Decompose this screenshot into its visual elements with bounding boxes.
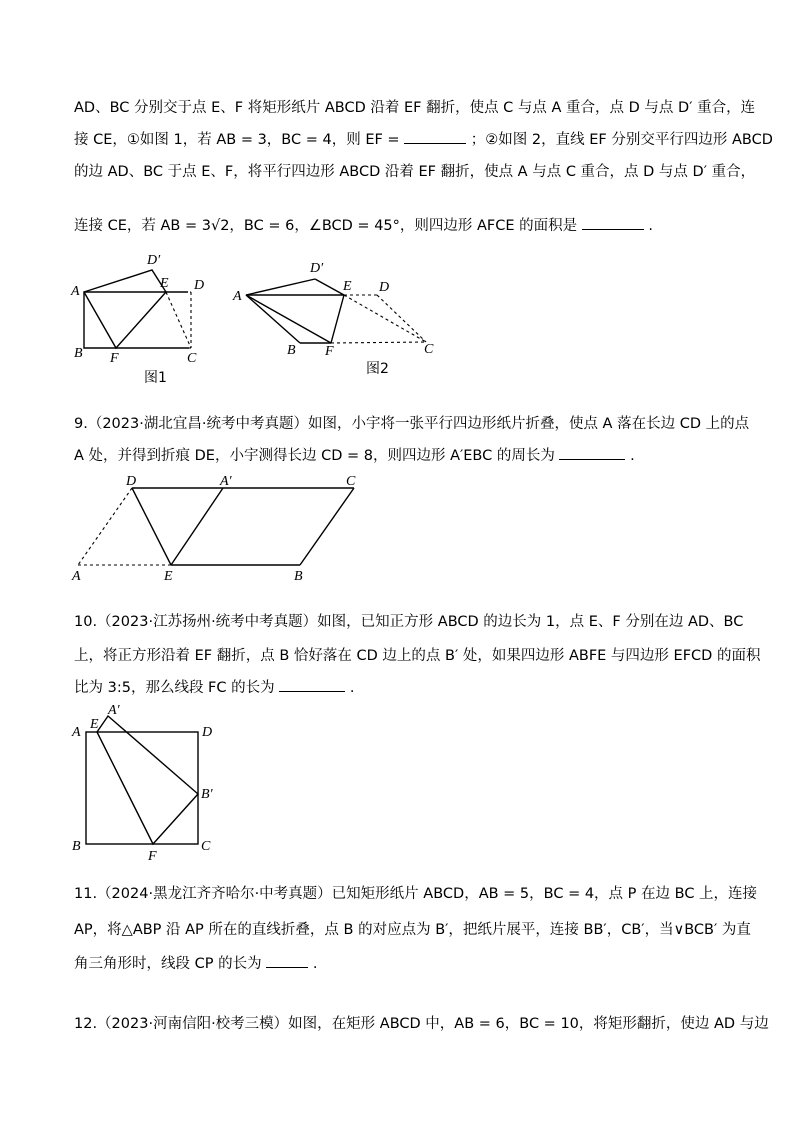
label-E: E	[160, 276, 169, 291]
label-F: F	[148, 849, 157, 864]
folded-quad	[84, 270, 166, 348]
label-E: E	[164, 569, 173, 584]
answer-blank	[266, 955, 308, 968]
folded-quad	[97, 716, 198, 844]
answer-blank	[404, 131, 466, 144]
figure-1	[60, 245, 230, 390]
edge	[246, 295, 331, 343]
dashed-line	[344, 295, 426, 342]
q10-line-2: 上，将正方形沿着 EF 翻折，点 B 恰好落在 CD 边上的点 B′ 处，如果四边形 ABFE 与四边形 EFCD 的面积	[74, 648, 761, 664]
q8-line-2-part-b: ；②如图 2，直线 EF 分别交平行四边形 ABCD	[470, 132, 773, 148]
figure-4	[68, 702, 238, 864]
edge	[246, 295, 300, 343]
dashed-line	[331, 342, 426, 343]
label-D: D	[126, 474, 137, 489]
answer-blank	[582, 217, 644, 230]
edge	[315, 279, 344, 295]
figure-2-caption: 图2	[366, 361, 389, 377]
label-Ap: A′	[220, 474, 232, 489]
q8-line-2-part-a: 接 CE，①如图 1，若 AB = 3，BC = 4，则 EF =	[74, 132, 400, 148]
edge	[132, 488, 171, 565]
label-Dp: D′	[147, 253, 161, 268]
label-E: E	[343, 279, 352, 294]
q10-line-1: 10.（2023·江苏扬州·统考中考真题）如图，已知正方形 ABCD 的边长为 1，点 E、F 分别在边 AD、BC	[74, 614, 744, 630]
q9-line-1: 9.（2023·湖北宜昌·统考中考真题）如图，小宇将一张平行四边形纸片折叠，使点 A 落在长边 CD 上的点	[74, 416, 750, 432]
label-C: C	[201, 839, 211, 854]
dashed-line	[377, 295, 426, 342]
q11-line-3	[74, 954, 724, 974]
figure-1-caption: 图1	[144, 370, 167, 386]
label-C: C	[187, 351, 197, 366]
label-F: F	[325, 344, 334, 359]
label-B: B	[294, 569, 303, 584]
label-F: F	[110, 351, 119, 366]
q10-line-3	[74, 678, 724, 698]
q8-line-4	[74, 216, 724, 236]
label-Dp: D′	[310, 261, 324, 276]
edge	[300, 488, 354, 565]
label-Bp: B′	[201, 787, 213, 802]
label-A: A	[72, 569, 81, 584]
answer-blank	[279, 679, 345, 692]
q11-line-3-part-b: .	[312, 956, 318, 972]
label-B: B	[72, 839, 81, 854]
dashed-line	[166, 292, 191, 348]
q8-line-3: 的边 AD、BC 于点 E、F，将平行四边形 ABCD 沿着 EF 翻折，使点 A 与点 C 重合，点 D 与点 D′ 重合，	[74, 164, 756, 180]
q11-line-1: 11.（2024·黑龙江齐齐哈尔·中考真题）已知矩形纸片 ABCD，AB = 5，BC = 4，点 P 在边 BC 上，连接	[74, 886, 758, 902]
figure-3	[68, 470, 368, 590]
label-D: D	[194, 278, 205, 293]
label-A: A	[71, 284, 80, 299]
q10-line-3-part-b: .	[349, 680, 355, 696]
q9-line-2	[74, 446, 724, 466]
label-D: D	[379, 280, 390, 295]
q12-line-1: 12.（2023·河南信阳·校考三模）如图，在矩形 ABCD 中，AB = 6，BC = 10，将矩形翻折，使边 AD 与边	[74, 1016, 769, 1032]
q9-line-2-part-a: A 处，并得到折痕 DE，小宇测得长边 CD = 8，则四边形 A′EBC 的周长为	[74, 448, 555, 464]
answer-blank	[559, 447, 625, 460]
figure-2	[230, 255, 440, 380]
label-Ap: A′	[108, 703, 120, 718]
label-B: B	[74, 346, 83, 361]
q8-line-1: AD、BC 分别交于点 E、F 将矩形纸片 ABCD 沿着 EF 翻折，使点 C 与点 A 重合，点 D 与点 D′ 重合，连	[74, 100, 756, 116]
q8-line-2	[74, 130, 773, 150]
edge	[171, 488, 223, 565]
square	[86, 732, 198, 844]
label-A: A	[72, 725, 81, 740]
q10-line-3-part-a: 比为 3:5，那么线段 FC 的长为	[74, 680, 275, 696]
q11-line-3-part-a: 角三角形时，线段 CP 的长为	[74, 956, 262, 972]
label-A: A	[233, 289, 242, 304]
q9-line-2-part-b: .	[630, 448, 635, 464]
edge	[246, 279, 315, 295]
q8-line-4-part-a: 连接 CE，若 AB = 3√2，BC = 6，∠BCD = 45°，则四边形 AFCE 的面积是	[74, 218, 578, 234]
q11-line-2: AP，将△ABP 沿 AP 所在的直线折叠，点 B 的对应点为 B′，把纸片展平，连接 BB′，CB′，当∨BCB′ 为直	[74, 922, 751, 938]
edge	[331, 295, 344, 343]
q8-line-4-part-b: .	[648, 218, 653, 234]
label-B: B	[287, 343, 296, 358]
label-C: C	[424, 342, 434, 357]
dashed-line	[78, 488, 132, 565]
label-C: C	[346, 474, 356, 489]
label-D: D	[202, 725, 213, 740]
label-E: E	[90, 717, 99, 732]
